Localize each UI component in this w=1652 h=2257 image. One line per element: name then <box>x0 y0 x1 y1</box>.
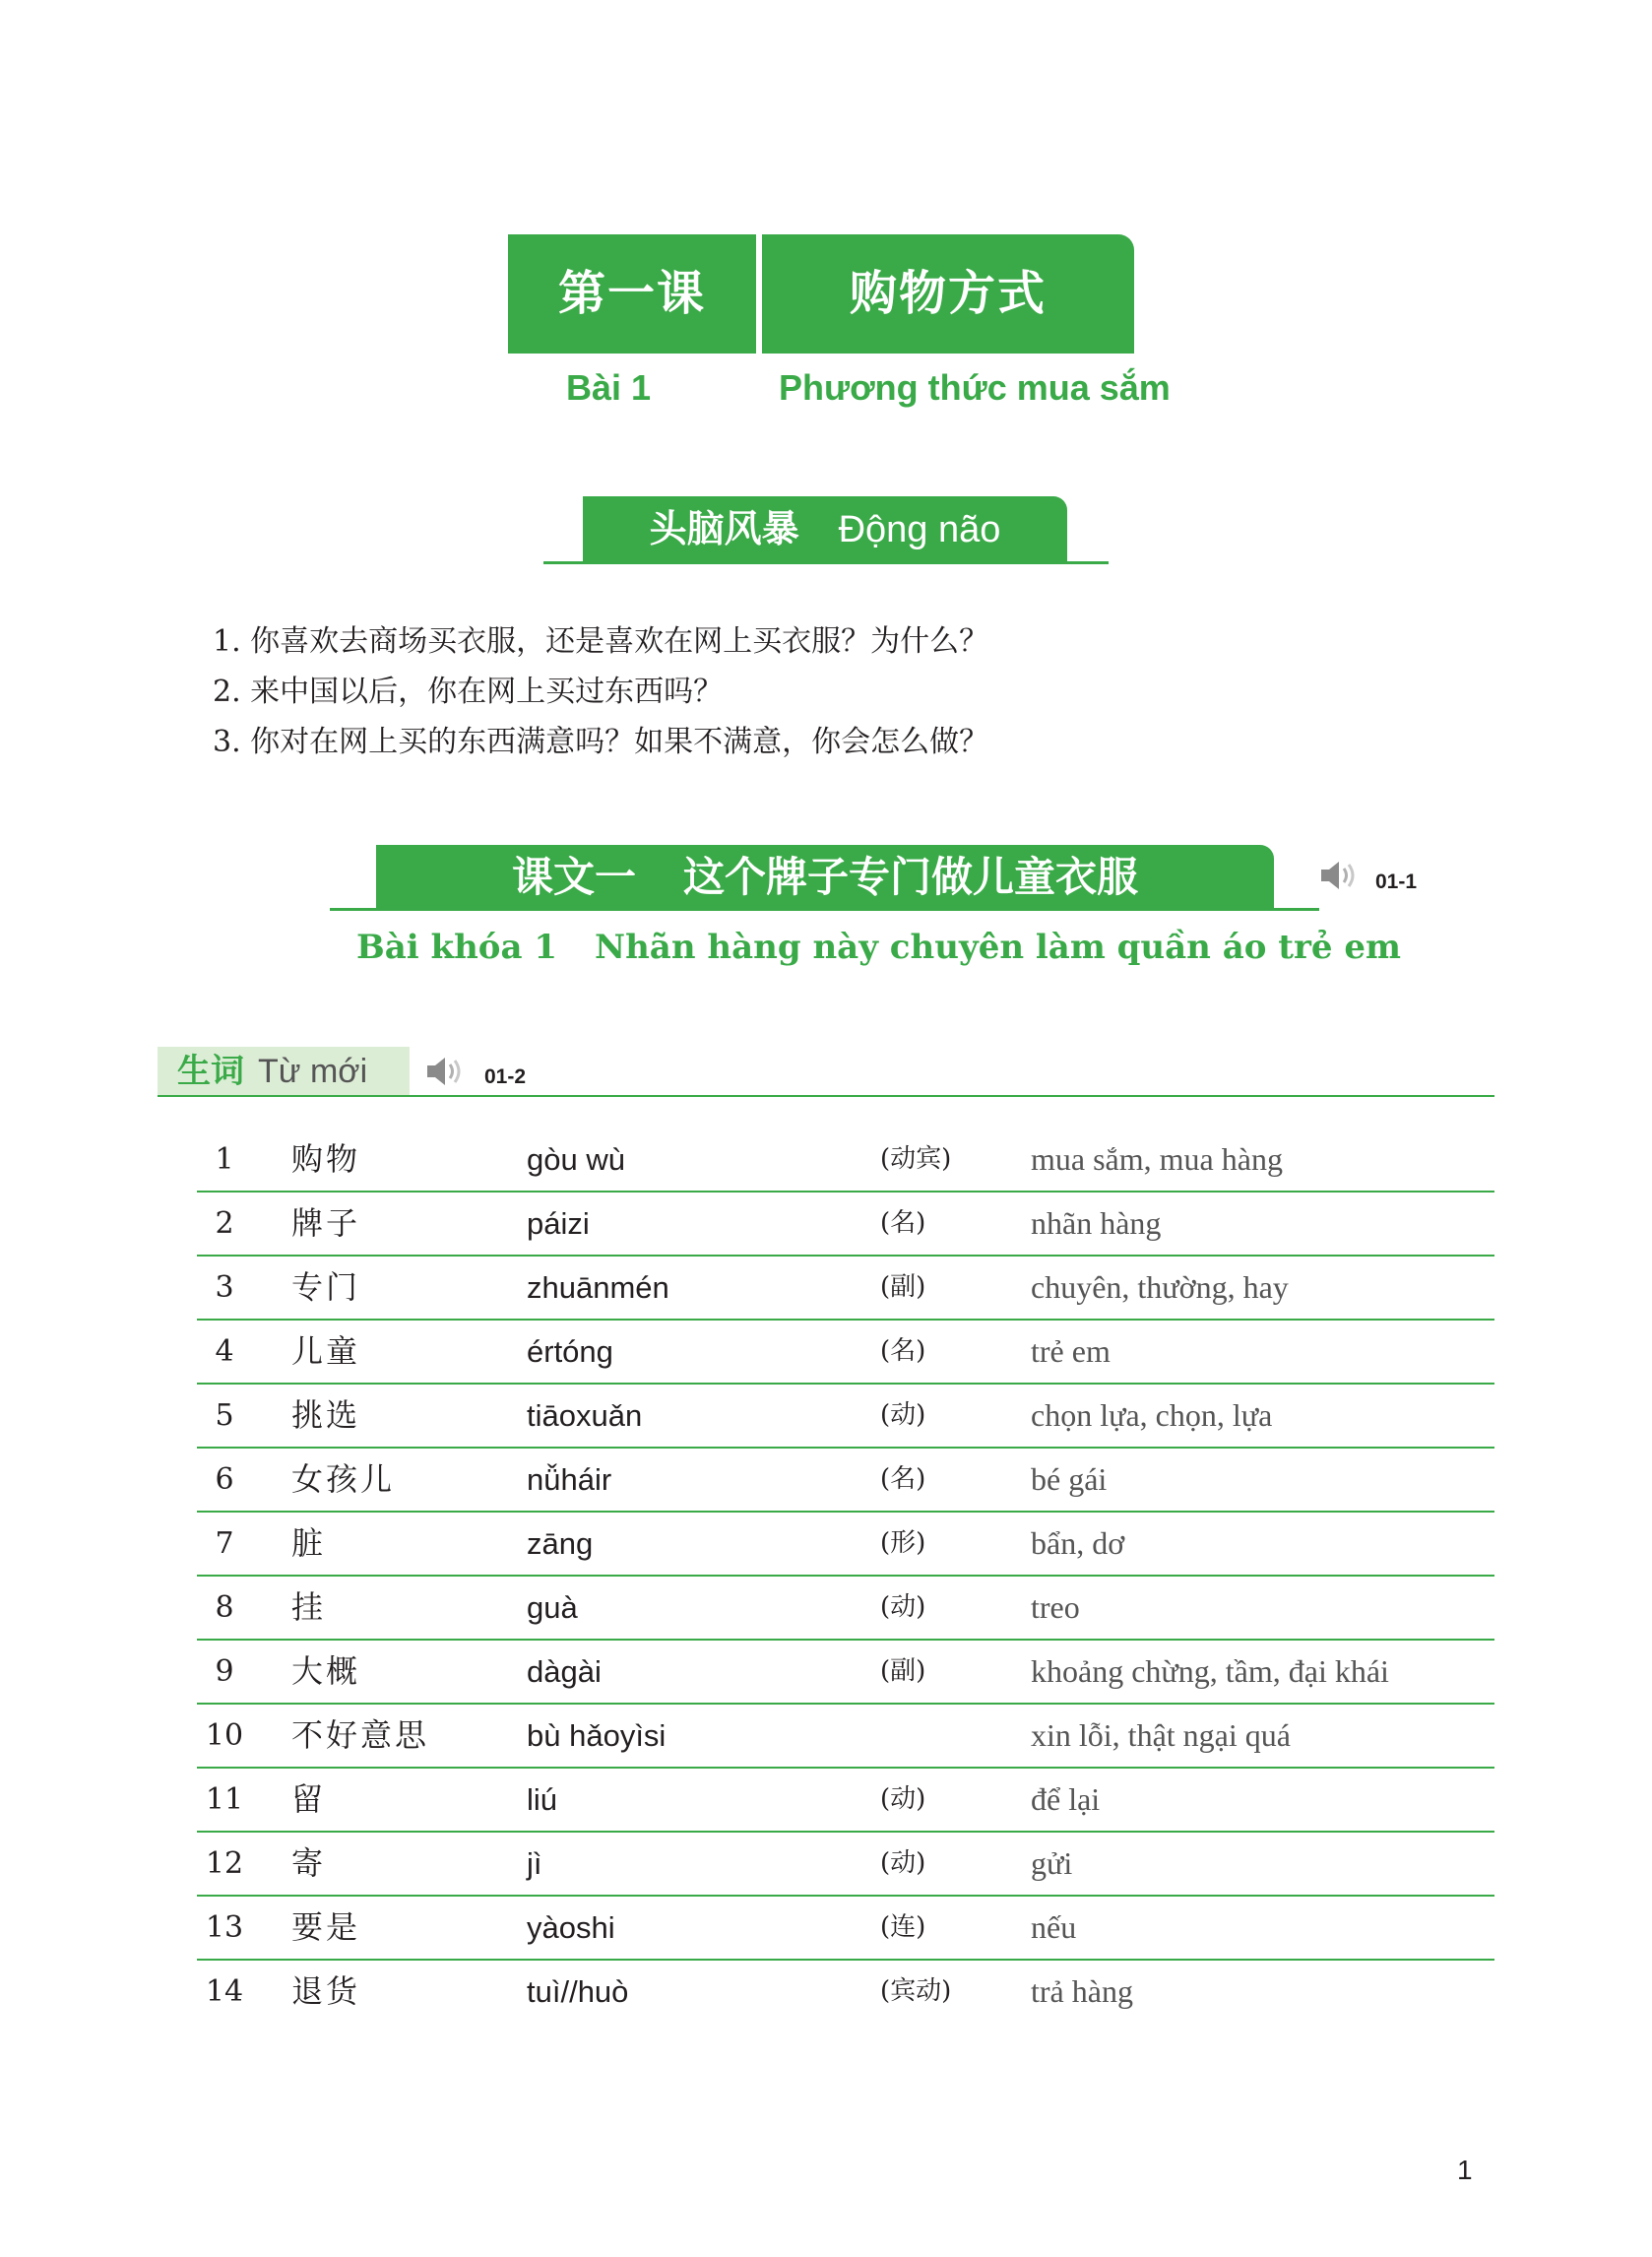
vocab-hanzi: 专门 <box>291 1268 361 1306</box>
text1-number-vi: Bài khóa 1 <box>356 928 557 967</box>
vocab-meaning: xin lỗi, thật ngại quá <box>1031 1717 1291 1753</box>
vocab-row <box>197 1321 1494 1385</box>
vocab-pinyin: értóng <box>527 1334 613 1369</box>
vocab-underline <box>158 1095 1494 1097</box>
vocab-row <box>197 1769 1494 1833</box>
question-item: 3. 你对在网上买的东西满意吗？如果不满意，你会怎么做？ <box>213 725 989 759</box>
vocab-number: 9 <box>215 1654 234 1689</box>
vocab-meaning: trẻ em <box>1031 1333 1111 1369</box>
vocab-pinyin: zāng <box>527 1526 594 1561</box>
text1-number-zh: 课文一 <box>511 853 636 901</box>
brainstorm-label-vi: Động não <box>838 509 1001 550</box>
vocab-meaning: bé gái <box>1031 1461 1108 1497</box>
vocab-row <box>197 1705 1494 1769</box>
vocab-row <box>197 1641 1494 1705</box>
speaker-icon <box>425 1055 465 1088</box>
vocab-hanzi: 牌子 <box>291 1204 361 1242</box>
text1-audio-button[interactable] <box>1319 859 1359 896</box>
vocab-pinyin: liú <box>527 1782 558 1817</box>
vocab-pinyin: páizi <box>527 1206 590 1241</box>
vocab-table <box>197 1128 1494 2023</box>
vocab-part-of-speech: (连) <box>880 1912 926 1942</box>
vocab-number: 7 <box>215 1526 234 1561</box>
text1-title-zh: 这个牌子专门做儿童衣服 <box>683 853 1139 901</box>
vocab-row <box>197 1193 1494 1257</box>
vocab-meaning: gửi <box>1031 1845 1073 1881</box>
vocab-pinyin: dàgài <box>527 1654 602 1689</box>
vocab-hanzi: 购物 <box>291 1140 361 1178</box>
vocab-number: 6 <box>215 1462 234 1497</box>
vocab-meaning: khoảng chừng, tầm, đại khái <box>1031 1653 1389 1689</box>
vocab-pinyin: yàoshi <box>527 1910 615 1945</box>
vocab-number: 3 <box>215 1270 234 1305</box>
vocab-number: 4 <box>215 1334 234 1369</box>
vocab-pinyin: zhuānmén <box>527 1270 669 1305</box>
vocab-part-of-speech: (副) <box>880 1656 926 1686</box>
vocab-hanzi: 留 <box>291 1780 327 1818</box>
vocab-hanzi: 寄 <box>291 1844 327 1882</box>
vocab-pinyin: tiāoxuǎn <box>527 1398 643 1433</box>
vocab-label-vi: Từ mới <box>258 1053 368 1090</box>
vocab-part-of-speech: (名) <box>880 1208 926 1238</box>
vocab-row <box>197 1128 1494 1193</box>
vocab-hanzi: 儿童 <box>291 1332 361 1370</box>
lesson-title-vi: Phương thức mua sắm <box>779 367 1171 408</box>
vocab-part-of-speech: (形) <box>880 1528 926 1558</box>
vocab-heading <box>177 1047 367 1096</box>
vocab-row <box>197 1385 1494 1449</box>
text1-title-vi: Nhãn hàng này chuyên làm quần áo trẻ em <box>595 928 1401 967</box>
vocab-number: 5 <box>215 1398 234 1433</box>
brainstorm-questions <box>213 616 988 767</box>
question-item: 2. 来中国以后，你在网上买过东西吗？ <box>213 675 724 709</box>
vocab-hanzi: 女孩儿 <box>291 1460 396 1498</box>
vocab-meaning: để lại <box>1031 1781 1101 1817</box>
vocab-number: 11 <box>205 1782 244 1817</box>
brainstorm-heading <box>583 496 1067 562</box>
vocab-number: 14 <box>205 1974 244 2009</box>
vocab-hanzi: 退货 <box>291 1972 361 2010</box>
speaker-icon <box>1319 859 1359 892</box>
vocab-row <box>197 1257 1494 1321</box>
vocab-number: 2 <box>215 1206 234 1241</box>
vocab-audio-code: 01-2 <box>484 1065 527 1088</box>
vocab-meaning: nếu <box>1031 1909 1077 1945</box>
brainstorm-label-zh: 头脑风暴 <box>649 507 799 550</box>
vocab-part-of-speech: (动) <box>880 1592 926 1622</box>
vocab-row <box>197 1577 1494 1641</box>
vocab-number: 13 <box>205 1910 244 1945</box>
vocab-meaning: trả hàng <box>1031 1973 1133 2009</box>
lesson-title-zh: 购物方式 <box>849 266 1047 321</box>
vocab-label-zh: 生词 <box>177 1052 244 1091</box>
vocab-hanzi: 大概 <box>291 1652 361 1690</box>
vocab-row <box>197 1449 1494 1513</box>
vocab-hanzi: 脏 <box>291 1524 327 1562</box>
vocab-meaning: chọn lựa, chọn, lựa <box>1031 1397 1273 1433</box>
vocab-part-of-speech: (宾动) <box>880 1976 952 2006</box>
vocab-meaning: bẩn, dơ <box>1031 1525 1125 1561</box>
vocab-part-of-speech: (副) <box>880 1272 926 1302</box>
vocab-part-of-speech: (名) <box>880 1464 926 1494</box>
vocab-pinyin: jì <box>527 1846 542 1881</box>
lesson-number-vi: Bài 1 <box>566 367 652 408</box>
vocab-number: 8 <box>215 1590 234 1625</box>
vocab-row <box>197 1513 1494 1577</box>
vocab-row <box>197 1897 1494 1961</box>
vocab-pinyin: nǚháir <box>527 1462 612 1497</box>
vocab-pinyin: guà <box>527 1590 578 1625</box>
vocab-part-of-speech: (动) <box>880 1400 926 1430</box>
vocab-row <box>197 1961 1494 2023</box>
vocab-hanzi: 要是 <box>291 1908 361 1946</box>
vocab-row <box>197 1833 1494 1897</box>
vocab-hanzi: 不好意思 <box>291 1716 430 1754</box>
vocab-number: 1 <box>215 1142 234 1177</box>
vocab-pinyin: bù hǎoyìsi <box>527 1718 667 1753</box>
text1-audio-code: 01-1 <box>1375 871 1418 893</box>
vocab-number: 12 <box>205 1846 244 1881</box>
vocab-hanzi: 挑选 <box>291 1396 361 1434</box>
lesson-number-zh: 第一课 <box>557 266 706 321</box>
vocab-audio-button[interactable] <box>425 1055 465 1092</box>
vocab-pinyin: gòu wù <box>527 1142 625 1177</box>
text1-heading <box>376 845 1274 910</box>
vocab-meaning: mua sắm, mua hàng <box>1031 1141 1283 1177</box>
vocab-part-of-speech: (动) <box>880 1848 926 1878</box>
vocab-part-of-speech: (名) <box>880 1336 926 1366</box>
vocab-part-of-speech: (动宾) <box>880 1144 952 1174</box>
page-number: 1 <box>1457 2155 1473 2185</box>
vocab-hanzi: 挂 <box>291 1588 327 1626</box>
vocab-meaning: treo <box>1031 1589 1080 1625</box>
vocab-meaning: nhãn hàng <box>1031 1205 1162 1241</box>
vocab-number: 10 <box>205 1718 244 1753</box>
vocab-pinyin: tuì//huò <box>527 1974 629 2009</box>
question-item: 1. 你喜欢去商场买衣服，还是喜欢在网上买衣服？为什么？ <box>213 624 989 659</box>
vocab-meaning: chuyên, thường, hay <box>1031 1269 1289 1305</box>
vocab-part-of-speech: (动) <box>880 1784 926 1814</box>
